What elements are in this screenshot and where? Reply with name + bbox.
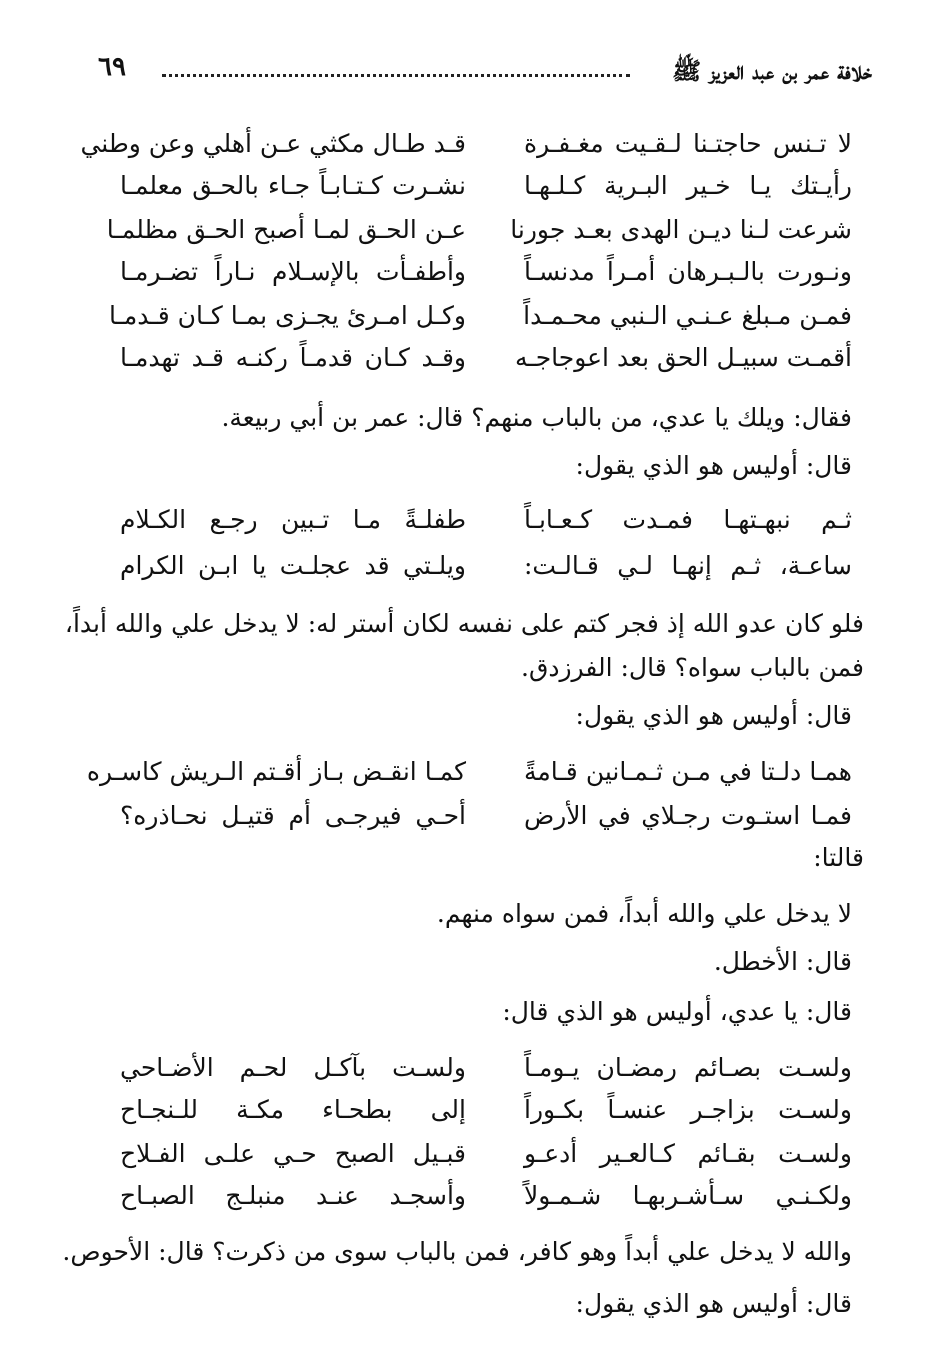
prose-paragraph: قال: أوليس هو الذي يقول: <box>575 451 852 480</box>
verse-first-hemistich: ساعـة، ثـم إنهـا لـي قـالـت: <box>524 551 852 580</box>
page-number: ٦٩ <box>98 52 126 82</box>
verse-second-hemistich: قـد طـال مكثي عـن أهلي وعن وطني <box>80 129 466 158</box>
prose-paragraph: لا يدخل علي والله أبداً، فمن سواه منهم. <box>436 899 852 928</box>
verse-second-hemistich: عـن الحـق لمـا أصبح الحـق مظلمـا <box>106 215 466 244</box>
verse-second-hemistich: كمـا انقـض بـاز أقـتم الـريش كاسـره <box>86 757 466 786</box>
verse-first-hemistich: فمـن مـبلغ عـنـي الـنبي محـمـداً <box>523 301 852 330</box>
verse-second-hemistich: وقـد كـان قدمـاً ركنـه قـد تهدمـا <box>120 343 466 372</box>
verse-line <box>100 1090 852 1130</box>
verse-second-hemistich: وأسجـد عنـد منبلـج الصبـاح <box>120 1181 466 1210</box>
verse-first-hemistich: ولسـت بقـائم كـالعـير أدعـو <box>524 1139 852 1168</box>
verse-first-hemistich: فمـا استـوت رجـلاي في الأرض <box>524 801 852 830</box>
verse-first-hemistich: شرعت لـنا ديـن الهدى بعـد جورنا <box>510 215 852 244</box>
verse-line <box>100 500 852 540</box>
prose-paragraph: قالتا: <box>813 843 864 872</box>
verse-second-hemistich: ويلـتي قد عجلـت يا ابـن الكرام <box>120 551 466 580</box>
verse-first-hemistich: أقمـت سبيـل الحق بعد اعوجاجـه <box>514 343 852 372</box>
prose-paragraph: قال: الأخطل. <box>713 947 852 976</box>
verse-line <box>86 752 852 792</box>
verse-line <box>100 252 852 292</box>
verse-line <box>100 546 852 586</box>
verse-line <box>100 296 852 336</box>
prose-paragraph: والله لا يدخل علي أبداً وهو كافر، فمن بالباب سوى من ذكرت؟ قال: الأحوص. <box>62 1237 852 1266</box>
verse-second-hemistich: وأطفـأت بالإسـلام نـاراً تضـرمـا <box>120 257 466 286</box>
prose-paragraph: فلو كان عدو الله إذ فجر كتم على نفسه لكان أستر له: لا يدخل علي والله أبداً، <box>64 609 864 638</box>
verse-second-hemistich: وكـل امـرئ يجـزى بمـا كـان قـدمـا <box>108 301 466 330</box>
verse-first-hemistich: ولسـت بزاجـر عنسـاً بكـوراً <box>524 1095 852 1124</box>
prose-paragraph: فقال: ويلك يا عدي، من بالباب منهم؟ قال: عمر بن أبي ربيعة. <box>221 403 852 432</box>
verse-line <box>100 1134 852 1174</box>
verse-second-hemistich: ولسـت بآكـل لحـم الأضـاحي <box>120 1053 466 1082</box>
verse-second-hemistich: أحـي فيرجـى أم قتيـل نحـاذره؟ <box>120 801 466 830</box>
verse-second-hemistich: نشـرت كـتـابـاً جـاء بالحـق معلمـا <box>120 171 466 200</box>
verse-second-hemistich: إلى بطحـاء مكـة للـنجـاح <box>120 1095 466 1124</box>
verse-first-hemistich: ونـورت بالـبـرهان أمـراً مدنسـاً <box>524 257 852 286</box>
verse-line <box>100 1048 852 1088</box>
prose-paragraph: قال: يا عدي، أوليس هو الذي قال: <box>502 997 852 1026</box>
verse-line <box>100 166 852 206</box>
verse-line <box>100 796 852 836</box>
verse-first-hemistich: رأيـتك يـا خـير البـرية كـلـهـا <box>524 171 852 200</box>
verse-second-hemistich: قبـيل الصبح حـي علـى الفـلاح <box>120 1139 466 1168</box>
header-dotted-leader <box>162 74 630 77</box>
verse-first-hemistich: ولسـت بصـائم رمضـان يـومـاً <box>524 1053 852 1082</box>
prose-paragraph-continuation: فمن بالباب سواه؟ قال: الفرزدق. <box>521 653 864 682</box>
prose-paragraph: قال: أوليس هو الذي يقول: <box>575 701 852 730</box>
verse-first-hemistich: ثـم نبهـتهـا فمـدت كـعـابـاً <box>524 505 852 534</box>
verse-line <box>80 124 852 164</box>
verse-first-hemistich: همـا دلـتا في مـن ثـمـانين قـامةً <box>524 757 852 786</box>
verse-line <box>100 338 852 378</box>
running-header-title: خلافة عمر بن عبد العزيز ﷺ <box>672 56 872 85</box>
verse-first-hemistich: ولكـنـي سـأشـربهـا شـمـولاً <box>524 1181 852 1210</box>
verse-line <box>100 210 852 250</box>
verse-first-hemistich: لا تـنس حاجتـنا لـقـيت مغـفـرة <box>524 129 852 158</box>
verse-second-hemistich: طفلـةً مـا تـبين رجـع الكـلام <box>120 505 466 534</box>
prose-paragraph: قال: أوليس هو الذي يقول: <box>575 1289 852 1318</box>
verse-line <box>100 1176 852 1216</box>
